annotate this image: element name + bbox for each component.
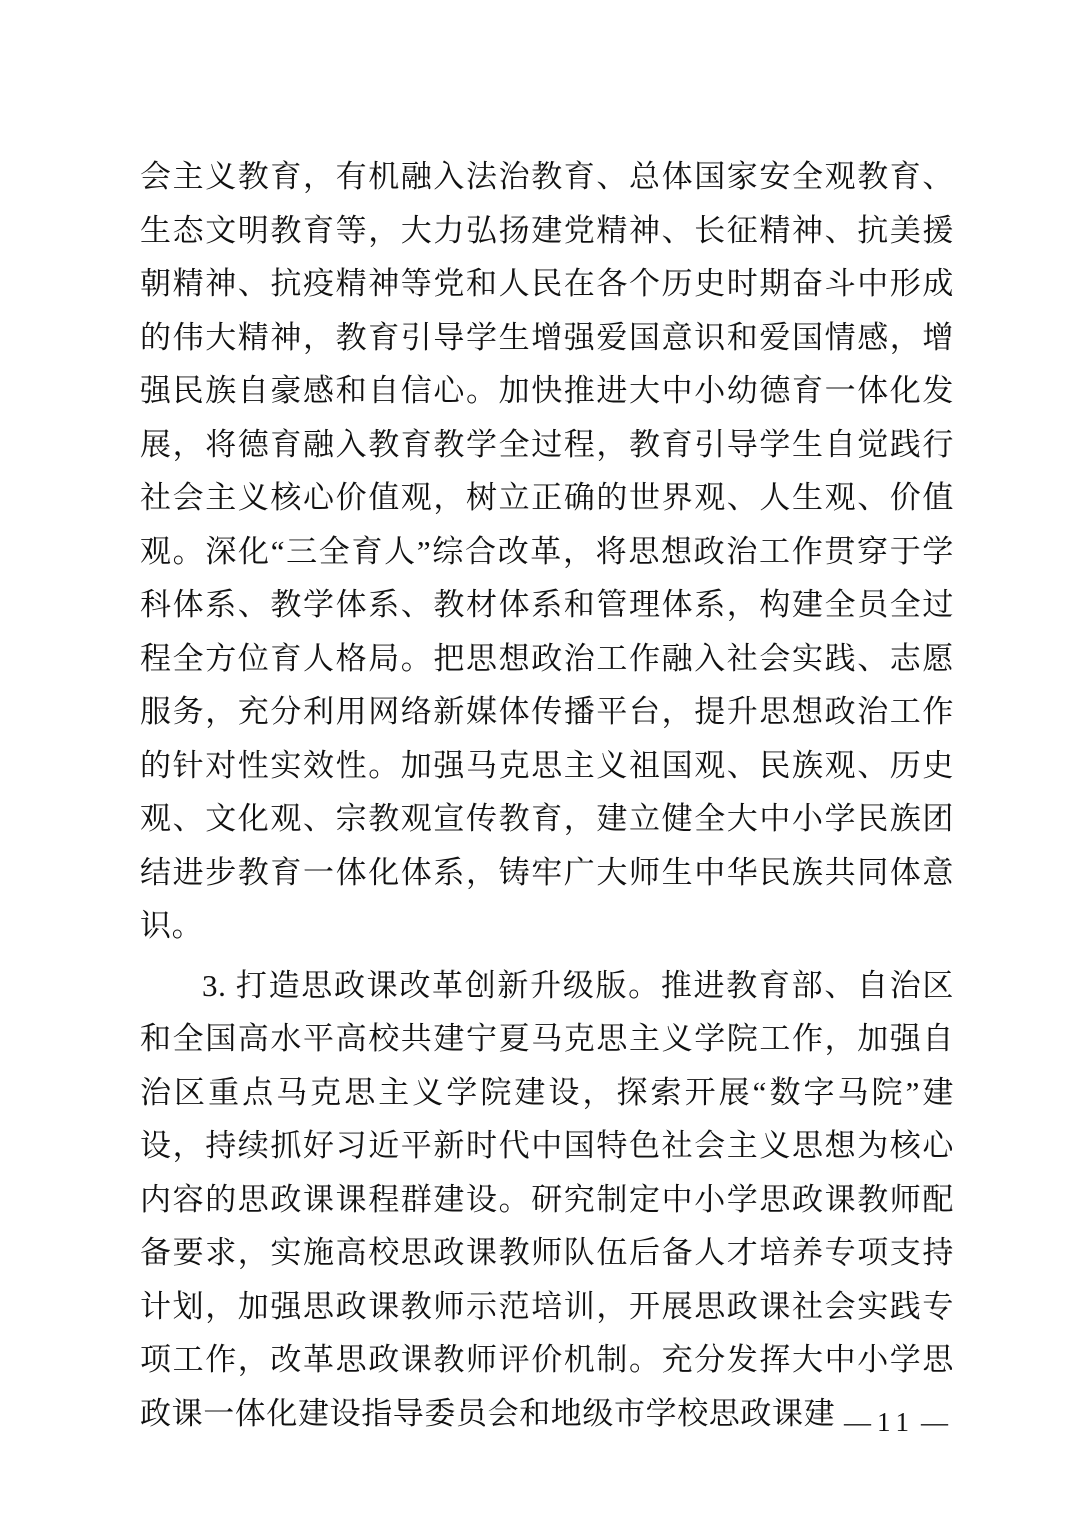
page-footer-number: [838, 1407, 954, 1438]
paragraph-continued: 会主义教育，有机融入法治教育、总体国家安全观教育、生态文明教育等，大力弘扬建党精神、长征精神、抗美援朝精神、抗疫精神等党和人民在各个历史时期奋斗中形成的伟大精神，教育引导学生增强爱国意识和爱国情感，增强民族自豪感和自信心。加快推进大中小幼德育一体化发展，将德育融入教育教学全过程，教育引导学生自觉践行社会主义核心价值观，树立正确的世界观、人生观、价值观。深化“三全育人”综合改革，将思想政治工作贯穿于学科体系、教学体系、教材体系和管理体系，构建全员全过程全方位育人格局。把思想政治工作融入社会实践、志愿服务，充分利用网络新媒体传播平台，提升思想政治工作的针对性实效性。加强马克思主义祖国观、民族观、历史观、文化观、宗教观宣传教育，建立健全大中小学民族团结进步教育一体化体系，铸牢广大师生中华民族共同体意识。: [140, 159, 954, 943]
footer-dash-right: —: [921, 1407, 948, 1437]
paragraph-item-3: 3. 打造思政课改革创新升级版。推进教育部、自治区和全国高水平高校共建宁夏马克思主义学院工作，加强自治区重点马克思主义学院建设，探索开展“数字马院”建设，持续抓好习近平新时代中国特色社会主义思想为核心内容的思政课课程群建设。研究制定中小学思政课教师配备要求，实施高校思政课教师队伍后备人才培养专项支持计划，加强思政课教师示范培训，开展思政课社会实践专项工作，改革思政课教师评价机制。充分发挥大中小学思政课一体化建设指导委员会和地级市学校思政课建: [140, 967, 954, 1431]
footer-page-number: 11: [877, 1407, 915, 1437]
footer-dash-left: —: [844, 1407, 871, 1437]
document-body: [140, 150, 954, 1440]
